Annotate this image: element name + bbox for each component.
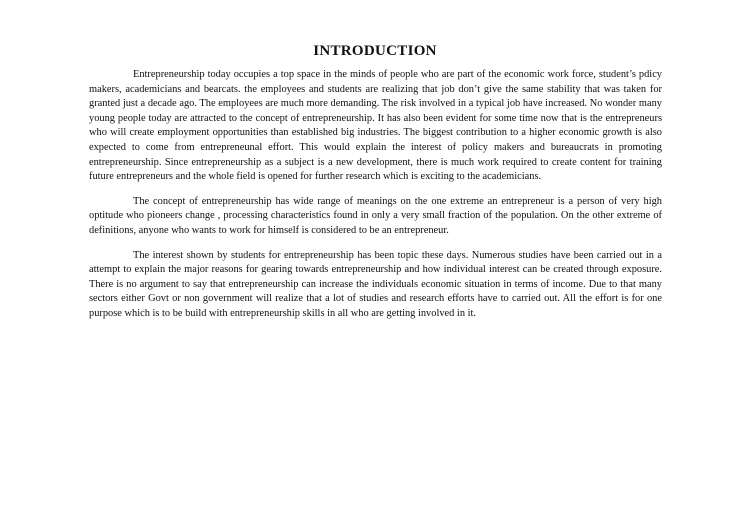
page-title: INTRODUCTION: [313, 43, 437, 59]
paragraph-3: The interest shown by students for entrepreneurship has been topic these days. Numerous studies have been carried out in a attempt to explain the major reasons for gearing towards entrepreneurship and how individual interest can be created through exposure. There is no argument to say that entrepreneurship can increase the individuals economic situation in terms of income. Due to that many sectors either Govt or non government will realize that a lot of studies and research efforts have to carried out. All the effort is for one purpose which is to be build with entrepreneurship skills in all who are getting involved in it.: [89, 249, 662, 319]
document-body: [89, 68, 662, 332]
paragraph-2: The concept of entrepreneurship has wide range of meanings on the one extreme an entrepreneur is a person of very high optitude who pioneers change , processing characteristics found in only a very small fraction of the population. On the other extreme of definitions, anyone who wants to work for himself is considered to be an entrepreneur.: [89, 195, 662, 236]
paragraph-1: Entrepreneurship today occupies a top space in the minds of people who are part of the economic work force, student’s pdicy makers, academicians and bearcats. the employees and students are realizing that job don’t give the same stability that was taken for granted just a decade ago. The employees are much more demanding. The risk involved in a typical job have increased. No wonder many young people today are attracted to the concept of entrepreneurship. It has also been evident for some time now that is the entrepreneurs who will create employment opportunities than established big industries. The biggest contribution to a higher economic growth is also expected to come from entrepreneunal effort. This would explain the interest of policy makers and bureaucrats in promoting entrepreneurship. Since entrepreneurship as a subject is a new development, there is much work required to create content for training future entrepreneurs and the whole field is opened for further research which is exciting to the academicians.: [89, 69, 662, 183]
